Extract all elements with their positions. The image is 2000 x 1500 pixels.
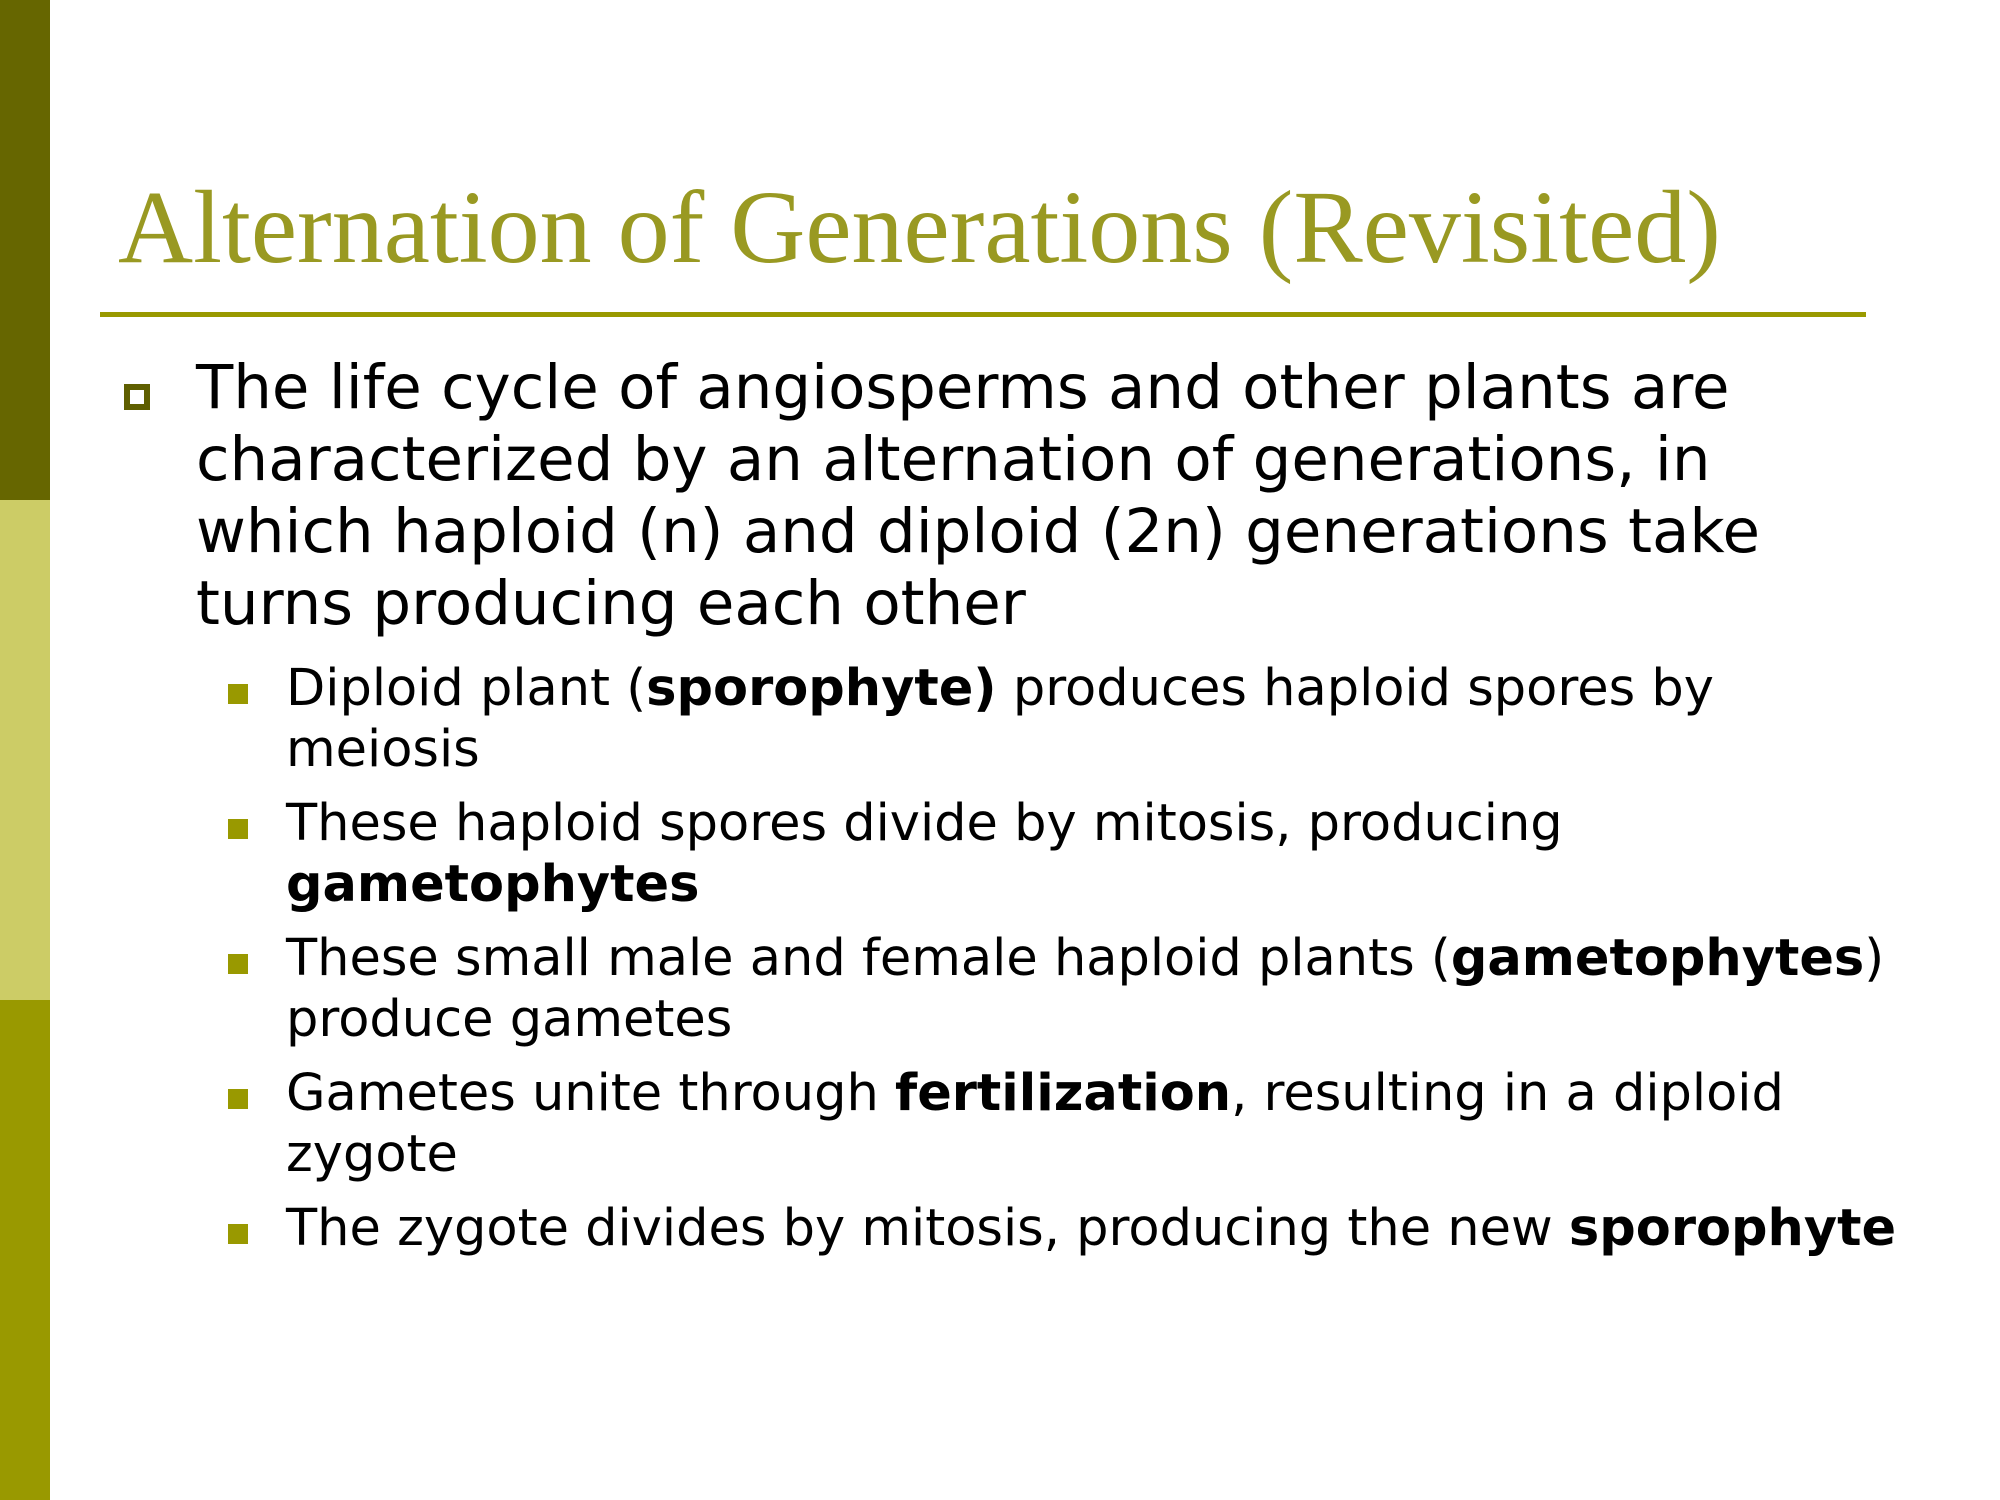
title-divider (100, 312, 1866, 317)
slide-body (120, 352, 1900, 1272)
sub-bullet-spores-mitosis (286, 793, 1900, 915)
sub-bullet-list (120, 658, 1900, 1259)
sub-bullet-bold-term: sporophyte) (646, 659, 997, 718)
square-bullet-icon (228, 1224, 248, 1244)
sub-bullet-bold-term: fertilization (895, 1064, 1232, 1123)
sub-bullet-bold-term: gametophytes (1450, 929, 1865, 988)
side-band-top (0, 0, 50, 500)
sub-bullet-text: The zygote divides by mitosis, producing the new (286, 1199, 1569, 1258)
sub-bullet-fertilization (286, 1063, 1900, 1185)
sub-bullet-text: These haploid spores divide by mitosis, producing (286, 794, 1563, 853)
sub-bullet-text: Diploid plant ( (286, 659, 647, 718)
sub-bullet-gametophytes-gametes (286, 928, 1900, 1050)
sub-bullet-text: produces haploid spores by meiosis (286, 659, 1714, 779)
main-bullet (120, 352, 1900, 640)
slide-title: Alternation of Generations (Revisited) (118, 170, 1721, 285)
sub-bullet-zygote-sporophyte (286, 1198, 1900, 1259)
sub-bullet-text: These small male and female haploid plants ( (286, 929, 1451, 988)
square-bullet-icon (228, 684, 248, 704)
sub-bullet-bold-term: gametophytes (286, 855, 700, 914)
square-bullet-icon (228, 819, 248, 839)
sub-bullet-text: Gametes unite through (286, 1064, 895, 1123)
side-band-bottom (0, 1000, 50, 1500)
sub-bullet-sporophyte-meiosis (286, 658, 1900, 780)
main-bullet-text: The life cycle of angiosperms and other plants are characterized by an alternation of generations, in which haploid (n) and diploid (2n) generations take turns producing each other (196, 352, 1761, 639)
sub-bullet-bold-term: sporophyte (1568, 1199, 1897, 1258)
sub-bullet-text: , resulting in a diploid zygote (286, 1064, 1784, 1184)
side-band-middle (0, 500, 50, 1000)
square-bullet-icon (228, 954, 248, 974)
hollow-square-bullet-icon (124, 384, 150, 410)
sub-bullet-text: ) produce gametes (286, 929, 1885, 1049)
square-bullet-icon (228, 1089, 248, 1109)
